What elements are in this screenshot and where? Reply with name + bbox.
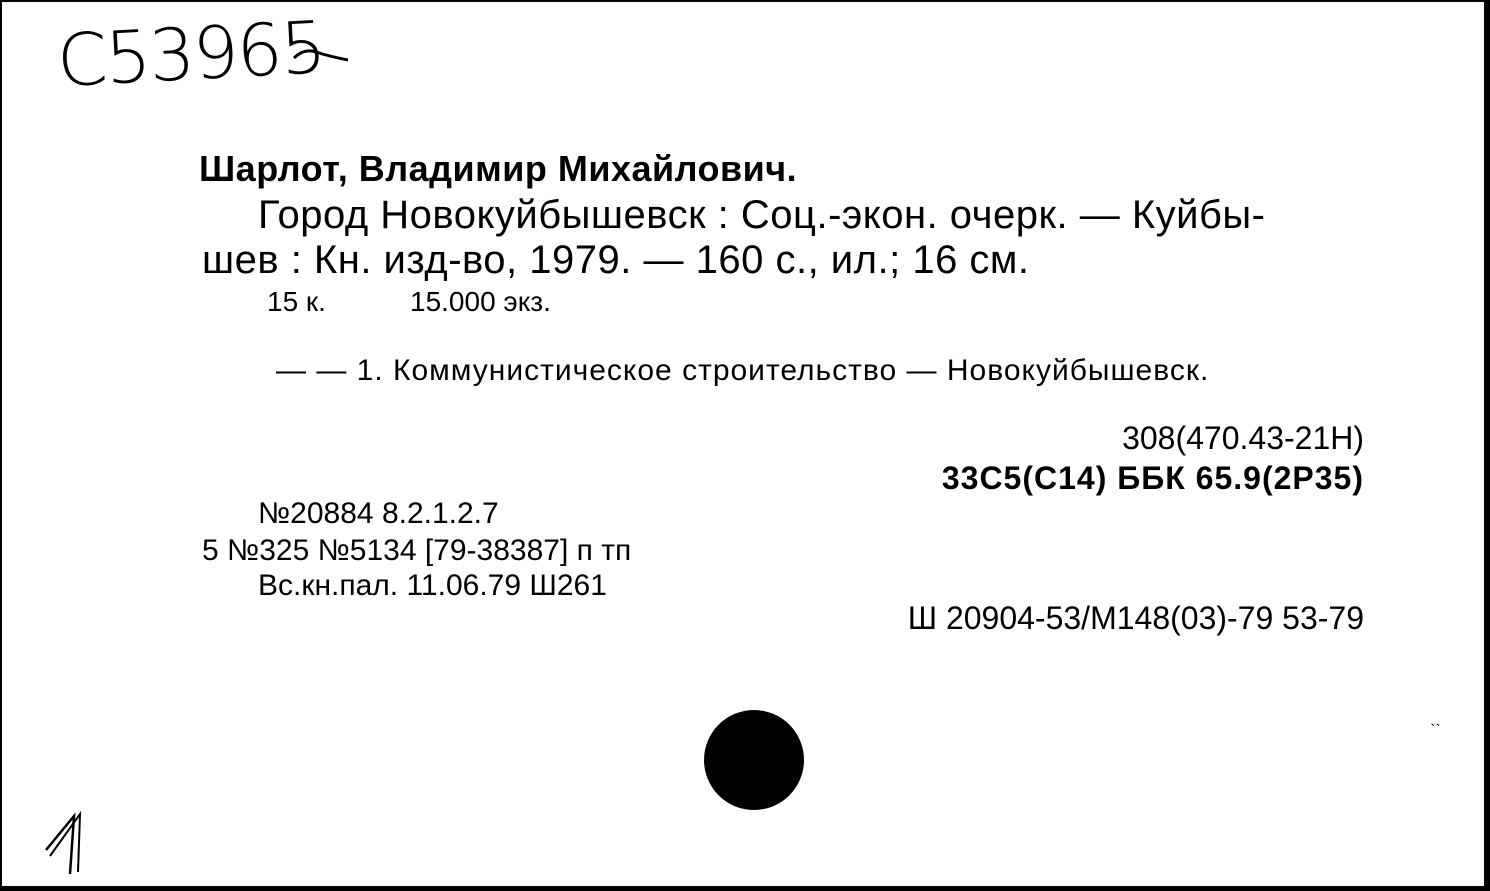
catalog-card [2,2,1484,886]
publication-code: Ш 20904-53/М148(03)-79 53-79 [907,600,1364,636]
bbk-classification: 33С5(С14) ББК 65.9(2Р35) [941,460,1364,496]
order-number: №20884 8.2.1.2.7 [258,497,499,530]
author-heading: Шарлот, Владимир Михайлович. [199,148,798,189]
udc-classification: 308(470.43-21Н) [1122,420,1364,456]
title-line-1: Город Новокуйбышевск : Соц.-экон. очерк. — Куйбы- [258,193,1266,237]
punch-hole [704,710,804,810]
speck-mark: ˴˴ [1430,715,1441,732]
subject-heading: — — 1. Коммунистическое строительство — Новокуйбышевск. [276,354,1210,387]
copies: 15.000 экз. [410,286,551,317]
print-info: 5 №325 №5134 [79-38387] п тп [202,534,632,567]
handwritten-number [40,810,100,880]
handwritten-call-number: C53965 [54,5,327,103]
title-line-2: шев : Кн. изд-во, 1979. — 160 с., ил.; 16 см. [202,238,1030,282]
handwritten-flourish [292,40,352,70]
price: 15 к. [267,286,326,317]
book-chamber-info: Вс.кн.пал. 11.06.79 Ш261 [258,569,607,602]
